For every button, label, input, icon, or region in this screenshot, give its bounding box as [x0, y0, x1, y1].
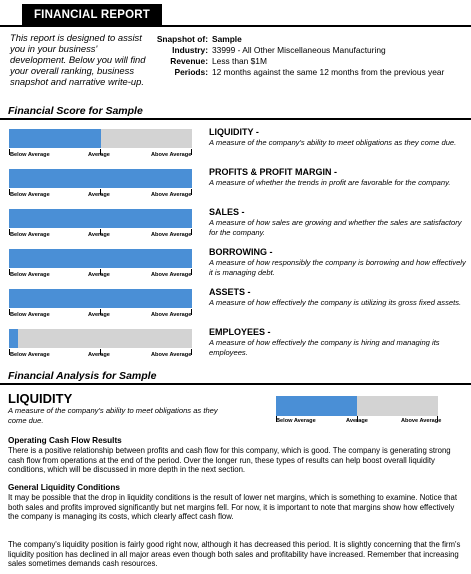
bar-fill — [9, 129, 101, 148]
report-title: FINANCIAL REPORT — [22, 4, 162, 26]
score-title-text: SALES — [209, 207, 240, 217]
tick-label-high: Above Average — [151, 352, 192, 358]
periods-value: 12 months against the same 12 months from the previous year — [212, 67, 445, 77]
score-title — [209, 167, 467, 178]
score-title-text: PROFITS & PROFIT MARGIN — [209, 167, 332, 177]
bar-track — [9, 209, 192, 228]
bar-track — [9, 249, 192, 268]
tick-label-high: Above Average — [151, 152, 192, 158]
tick-label-high: Above Average — [401, 418, 442, 424]
bar-fill — [9, 289, 192, 308]
analysis-title: LIQUIDITY — [8, 391, 73, 406]
analysis-section-rule — [0, 383, 471, 385]
score-row — [0, 287, 471, 327]
score-row — [0, 207, 471, 247]
score-text — [209, 127, 467, 148]
bar-track — [9, 289, 192, 308]
liquidity-position-paragraph: The company's liquidity position is fairly good right now, although it has decreased this period. It is slightly concerning that the firm's liquidity position has declined in all major areas even though both sales and profitability have increased. Remember that increasing sales sometimes demands cash resources. — [8, 540, 461, 569]
score-text — [209, 327, 467, 357]
revenue-value: Less than $1M — [212, 56, 267, 66]
tick-label-mid: Average — [88, 232, 110, 238]
score-bar — [9, 127, 192, 157]
tick-label-high: Above Average — [151, 312, 192, 318]
bar-fill — [276, 396, 357, 416]
operating-cash-flow-body: There is a positive relationship between profits and cash flow for this company, which is good. The company is generating strong cash flow from operations at the end of the period. Over the longer run, these types of results can help boost overall liquidity conditions, which will be discussed in more depth in the next section. — [8, 446, 451, 475]
business-snapshot — [150, 34, 468, 78]
tick-label-high: Above Average — [151, 232, 192, 238]
score-bar — [9, 287, 192, 317]
score-description: A measure of how effectively the company is utilizing its gross fixed assets. — [209, 298, 462, 307]
score-title-suffix: - — [253, 127, 259, 137]
score-title — [209, 207, 467, 218]
operating-cash-flow-heading: Operating Cash Flow Results — [8, 436, 122, 445]
snapshot-row — [150, 34, 468, 45]
snapshot-label: Snapshot of: — [156, 34, 208, 44]
score-title-text: BORROWING — [209, 247, 267, 257]
tick-label-mid: Average — [346, 418, 368, 424]
revenue-row — [150, 56, 468, 67]
score-title — [209, 287, 467, 298]
bar-track — [9, 169, 192, 188]
revenue-label: Revenue: — [170, 56, 208, 66]
score-row — [0, 127, 471, 167]
tick-label-low: Below Average — [10, 272, 50, 278]
score-title-text: LIQUIDITY — [209, 127, 254, 137]
tick-label-high: Above Average — [151, 272, 192, 278]
analysis-description: A measure of the company's ability to meet obligations as they come due. — [8, 406, 218, 425]
score-row — [0, 247, 471, 287]
general-liquidity-section — [8, 483, 463, 522]
score-title-suffix: - — [267, 247, 273, 257]
tick-label-mid: Average — [88, 272, 110, 278]
score-text — [209, 167, 467, 188]
bar-fill — [9, 329, 18, 348]
bar-track — [9, 129, 192, 148]
score-bar — [9, 327, 192, 357]
tick-label-low: Below Average — [10, 312, 50, 318]
score-section-rule — [0, 118, 471, 120]
periods-label: Periods: — [174, 67, 208, 77]
tick-label-low: Below Average — [10, 192, 50, 198]
bar-track — [276, 396, 438, 416]
score-section-title: Financial Score for Sample — [8, 105, 143, 117]
score-title-text: EMPLOYEES — [209, 327, 266, 337]
score-bar — [9, 247, 192, 277]
analysis-score-bar — [276, 396, 442, 426]
tick-label-low: Below Average — [276, 418, 316, 424]
score-description: A measure of whether the trends in profit are favorable for the company. — [209, 178, 451, 187]
tick-label-mid: Average — [88, 152, 110, 158]
tick-label-high: Above Average — [151, 192, 192, 198]
score-title-text: ASSETS — [209, 287, 246, 297]
score-title — [209, 327, 467, 338]
industry-label: Industry: — [172, 45, 208, 55]
header-rule — [0, 25, 471, 27]
score-text — [209, 287, 467, 308]
industry-row — [150, 45, 468, 56]
tick-label-mid: Average — [88, 312, 110, 318]
tick-label-low: Below Average — [10, 352, 50, 358]
tick-label-low: Below Average — [10, 232, 50, 238]
score-description: A measure of how effectively the company is hiring and managing its employees. — [209, 338, 440, 357]
operating-cash-flow-section — [8, 436, 463, 475]
industry-value: 33999 - All Other Miscellaneous Manufacturing — [212, 45, 386, 55]
periods-row — [150, 67, 468, 78]
general-liquidity-heading: General Liquidity Conditions — [8, 483, 120, 492]
tick-label-mid: Average — [88, 192, 110, 198]
score-text — [209, 247, 467, 277]
score-description: A measure of how responsibly the company is borrowing and how effectively it is managing debt. — [209, 258, 466, 277]
snapshot-value: Sample — [212, 34, 242, 44]
score-title-suffix: - — [239, 207, 245, 217]
score-bar — [9, 167, 192, 197]
score-row — [0, 327, 471, 367]
general-liquidity-body: It may be possible that the drop in liquidity conditions is the result of lower net margins, which is something to examine. Notice that both sales and profits improved significantly but net margins fell. For now, it is important to note that margins show how effectively the company is managing its costs, which clearly affect cash flow. — [8, 493, 457, 522]
score-title-suffix: - — [245, 287, 251, 297]
score-description: A measure of the company's ability to meet obligations as they come due. — [209, 138, 457, 147]
score-title-suffix: - — [265, 327, 271, 337]
bar-fill — [9, 249, 192, 268]
score-text — [209, 207, 467, 237]
score-row — [0, 167, 471, 207]
bar-fill — [9, 169, 192, 188]
analysis-section-title: Financial Analysis for Sample — [8, 370, 157, 382]
tick-label-low: Below Average — [10, 152, 50, 158]
score-description: A measure of how sales are growing and whether the sales are satisfactory for the company. — [209, 218, 462, 237]
score-title — [209, 127, 467, 138]
bar-track — [9, 329, 192, 348]
score-bar — [9, 207, 192, 237]
tick-label-mid: Average — [88, 352, 110, 358]
bar-fill — [9, 209, 192, 228]
score-title-suffix: - — [331, 167, 337, 177]
score-title — [209, 247, 467, 258]
intro-text: This report is designed to assist you in your business' development. Below you will find your overall ranking, business snapshot and narrative write-up. — [10, 32, 146, 87]
